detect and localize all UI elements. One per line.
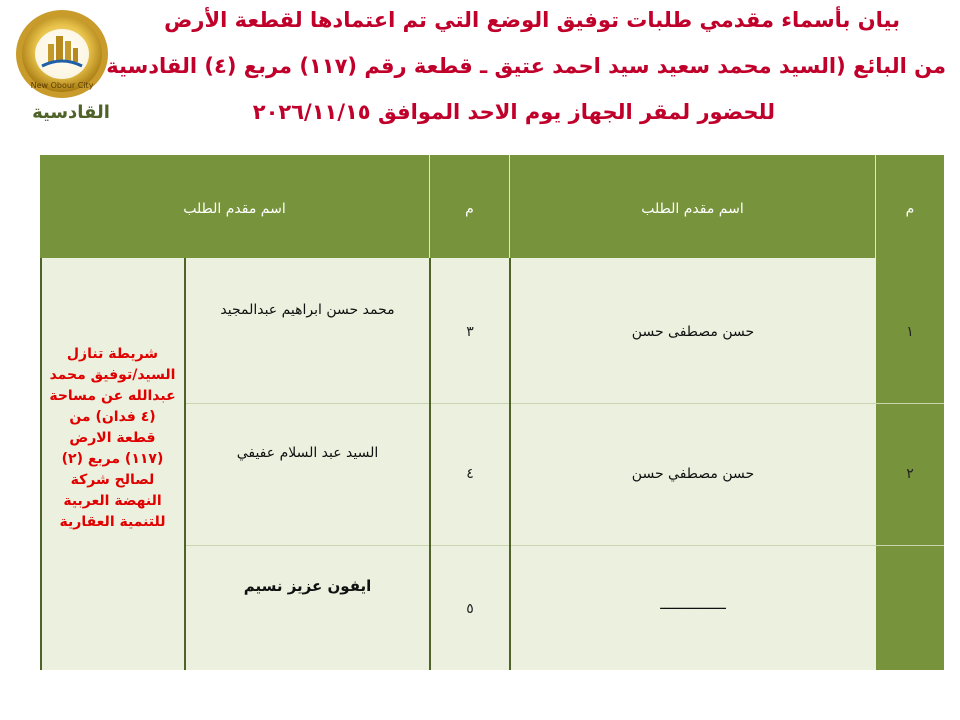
table-row-right-1-name: حسن مصطفى حسن bbox=[631, 324, 755, 340]
table-row-right-3-name: ــــــــــــــــ bbox=[660, 597, 726, 613]
table-row-left-3-num: ٥ bbox=[466, 601, 474, 617]
table-row-left-1-num: ٣ bbox=[466, 324, 474, 340]
title-line-1: بيان بأسماء مقدمي طلبات توفيق الوضع التي تم اعتمادها لقطعة الأرض bbox=[164, 8, 900, 32]
condition-note: شريطة تنازل السيد/توفيق محمد عبدالله عن مساحة (٤ فدان) من قطعة الارض (١١٧) مربع (٢) لصالح شركة النهضة العربية للتنمية العقارية bbox=[49, 346, 176, 530]
header-name-right: اسم مقدم الطلب bbox=[510, 155, 876, 258]
table-row-right-1-num: ١ bbox=[906, 324, 914, 340]
city-emblem-icon bbox=[8, 8, 116, 104]
applicants-table bbox=[40, 155, 944, 685]
header-num-right: م bbox=[876, 155, 944, 258]
header-name-left: اسم مقدم الطلب bbox=[40, 155, 430, 258]
table-row-left-2-name: السيد عبد السلام عفيفي bbox=[236, 445, 379, 461]
names-left-column bbox=[185, 258, 430, 670]
table-row-left-2-num: ٤ bbox=[466, 466, 474, 482]
table-row-right-2-num: ٢ bbox=[906, 466, 914, 482]
header-num-left: م bbox=[430, 155, 510, 258]
nums-right-column bbox=[876, 258, 944, 670]
title-line-2: من البائع (السيد محمد سعيد سيد احمد عتيق ـ قطعة رقم (١١٧) مربع (٤) القادسية bbox=[106, 54, 946, 78]
table-row-right-2-name: حسن مصطفي حسن bbox=[631, 466, 755, 482]
title-line-3: للحضور لمقر الجهاز يوم الاحد الموافق ٢٠٢٦/١١/١٥ bbox=[252, 100, 775, 124]
note-cell bbox=[40, 258, 185, 670]
area-label: القادسية bbox=[32, 102, 110, 123]
table-row-left-1-name: محمد حسن ابراهيم عبدالمجيد bbox=[220, 302, 395, 318]
table-row-left-3-name: ايفون عزيز نسيم bbox=[243, 577, 372, 595]
logo-text: New Obour City bbox=[30, 81, 94, 90]
